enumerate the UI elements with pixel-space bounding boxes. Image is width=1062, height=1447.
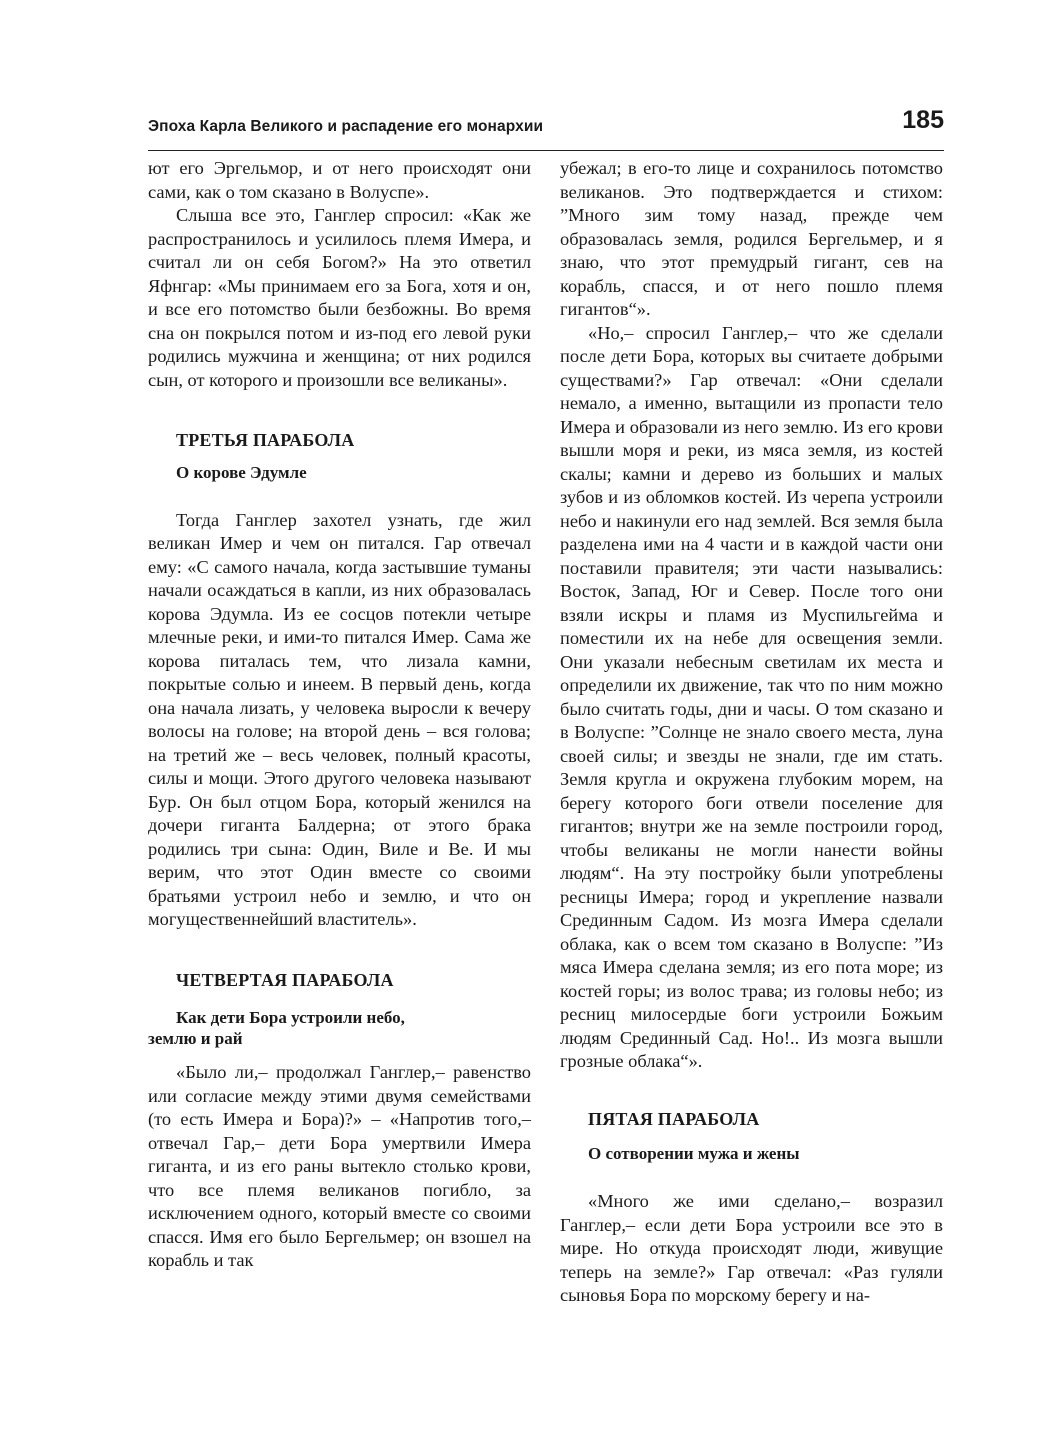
paragraph: «Но,– спросил Ганглер,– что же сделали после дети Бора, которых вы считаете добрыми существами?» Гар отвечал: «Они сделали немало, а именно, вытащили из пропасти тело Имера и образовали из него землю. Из его крови вышли моря и реки, из мяса земля, из костей скалы; камни и дерево из больших и малых зубов и из обломков костей. Из черепа устроили небо и накинули его над землей. Вся земля была разделена ими на 4 части и в каждой части они поставили правителя; эти части назывались: Восток, Запад, Юг и Север. После того они взяли искры и пламя из Муспильгейма и поместили их на небе для освещения земли. Они указали небесным светилам их места и определили их движение, так что по ним можно было считать годы, дни и часы. О том сказано и в Волуспе: ”Солнце не знало своего места, луна своей силы; и звезды не знали, где им стать. Земля кругла и окружена глубоким морем, на берегу которого боги отвели поселение для гигантов; внутри же на земле построили город, чтобы великаны не могли нанести войны людям“. На эту постройку были употреблены ресницы Имера; город и укрепление назвали Срединным Садом. Из мозга Имера сделали облака, как о всем том сказано в Волуспе: ”Из мяса Имера сделана земля; из его пота море; из костей горы; из волос трава; из головы небо; из ресниц милосердые боги устроили Божьим людям Срединный Сад. Но!.. Из мозга вышли грозные облака“». <box>560 322 943 1071</box>
section-subtitle: О корове Эдумле <box>176 462 307 482</box>
paragraph: «Было ли,– продолжал Ганглер,– равенство или согласие между этими двумя семействами (то есть Имера и Бора)?» – «Напротив того,– отвечал Гар,– дети Бора умертвили Имера гиганта, и из его раны вытекло столько крови, что все племя великанов погибло, за исключением одного, который вместе со своими спасся. Имя его было Бергельмер; он взошел на корабль и так <box>148 1062 531 1270</box>
section-subtitle <box>148 1007 531 1049</box>
section-title: ЧЕТВЕРТАЯ ПАРАБОЛА <box>176 969 394 990</box>
section-title: ТРЕТЬЯ ПАРАБОЛА <box>176 430 355 450</box>
paragraph: ют его Эргельмор, и от него происходят они сами, как о том сказано в Волуспе». <box>148 158 531 202</box>
paragraph: Слыша все это, Ганглер спросил: «Как же распространилось и усилилось племя Имера, и считал ли он себя Богом?» На это ответил Яфнгар: «Мы принимаем его за Бога, хотя и он, и все его потомство были безбожны. Во время сна он покрылся потом и из-под его левой руки родились мужчина и женщина; от них родился сын, от которого и произошли все великаны». <box>148 205 531 390</box>
page-number: 185 <box>902 106 944 134</box>
running-head: Эпоха Карла Великого и распадение его монархии <box>148 118 544 135</box>
paragraph: «Много же ими сделано,– возразил Ганглер,– если дети Бора устроили все это в мире. Но откуда происходят люди, живущие теперь на земле?» Гар отвечал: «Раз гуляли сыновья Бора по морскому берегу и на- <box>560 1191 943 1305</box>
right-column <box>560 157 943 1308</box>
section-title: ПЯТАЯ ПАРАБОЛА <box>588 1108 760 1129</box>
section-subtitle-line: землю и рай <box>148 1029 243 1048</box>
paragraph: Тогда Ганглер захотел узнать, где жил великан Имер и чем он питался. Гар отвечал ему: «С самого начала, когда застывшие туманы начали осаждаться в капли, из них образовалась корова Эдумла. Из ее сосцов потекли четыре млечные реки, и ими-то питался Имер. Сама же корова питалась тем, что лизала камни, покрытые солью и инеем. В первый день, когда она начала лизать, у человека выросли к вечеру волосы на голове; на второй день – вся голова; на третий же – весь человек, полный красоты, силы и мощи. Этого другого человека называют Бур. Он был отцом Бора, который женился на дочери гиганта Балдерна; от этого брака родились три сына: Один, Виле и Ве. И мы верим, что этот Один вместе со своими братьями устроил небо и землю, и что он могущественнейший властитель». <box>148 509 531 929</box>
left-column <box>148 157 531 1273</box>
paragraph: убежал; в его-то лице и сохранилось потомство великанов. Это подтверждается и стихом: ”Много зим тому назад, прежде чем образовалась земля, родился Бергельмер, и я знаю, что этот премудрый гигант, сев на корабль, спасся, и от него пошло племя гигантов“». <box>560 158 943 319</box>
section-subtitle-line: Как дети Бора устроили небо, <box>176 1008 405 1027</box>
page-header <box>148 106 944 151</box>
section-subtitle: О сотворении мужа и жены <box>588 1144 800 1163</box>
